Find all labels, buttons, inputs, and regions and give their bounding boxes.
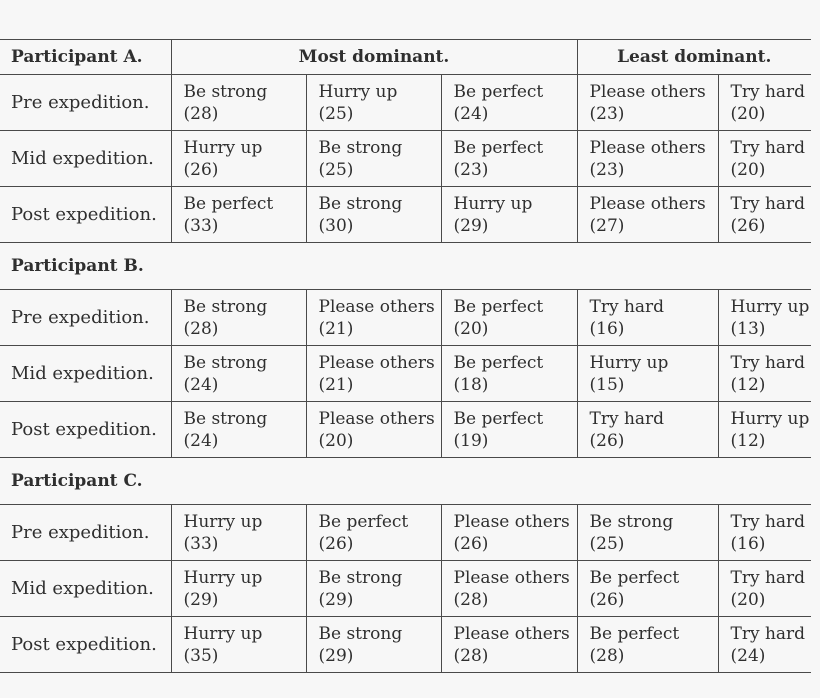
driver-trait: Hurry up [318, 81, 398, 102]
driver-score: (33) [183, 533, 219, 554]
driver-cell [718, 75, 811, 131]
driver-trait: Try hard [730, 137, 806, 158]
driver-cell [441, 346, 577, 402]
driver-trait: Be perfect [318, 511, 409, 532]
table-row [0, 561, 811, 617]
driver-trait: Try hard [589, 296, 665, 317]
driver-cell [171, 75, 306, 131]
driver-trait: Be strong [318, 567, 403, 588]
driver-score: (28) [183, 103, 219, 124]
driver-score: (16) [730, 533, 766, 554]
driver-score: (20) [730, 589, 766, 610]
driver-score: (20) [730, 159, 766, 180]
expedition-phase-label: Post expedition. [0, 187, 171, 243]
driver-trait: Please others [318, 352, 435, 373]
driver-score: (25) [318, 159, 354, 180]
participant-heading-row [0, 458, 811, 505]
expedition-phase-label: Mid expedition. [0, 346, 171, 402]
driver-trait: Try hard [730, 193, 806, 214]
driver-trait: Be perfect [453, 137, 544, 158]
driver-cell [718, 290, 811, 346]
expedition-phase-label: Post expedition. [0, 617, 171, 673]
driver-trait: Hurry up [589, 352, 669, 373]
driver-score: (24) [730, 645, 766, 666]
driver-cell [441, 131, 577, 187]
driver-trait: Be perfect [453, 81, 544, 102]
driver-score: (25) [589, 533, 625, 554]
driver-score: (28) [453, 645, 489, 666]
driver-score: (13) [730, 318, 766, 339]
driver-score: (23) [453, 159, 489, 180]
driver-score: (20) [318, 430, 354, 451]
driver-score: (26) [183, 159, 219, 180]
driver-ranking-table [0, 39, 811, 673]
driver-cell [306, 402, 441, 458]
driver-cell [171, 187, 306, 243]
table-row [0, 402, 811, 458]
driver-score: (24) [453, 103, 489, 124]
driver-cell [577, 346, 718, 402]
driver-score: (12) [730, 430, 766, 451]
driver-cell [171, 561, 306, 617]
expedition-phase-label: Mid expedition. [0, 561, 171, 617]
driver-trait: Try hard [730, 81, 806, 102]
driver-score: (18) [453, 374, 489, 395]
driver-cell [306, 346, 441, 402]
driver-cell [441, 617, 577, 673]
most-dominant-header: Most dominant. [171, 40, 577, 75]
driver-trait: Be strong [318, 137, 403, 158]
participant-heading-row [0, 243, 811, 290]
driver-score: (30) [318, 215, 354, 236]
driver-score: (29) [318, 589, 354, 610]
driver-score: (26) [589, 589, 625, 610]
table-row [0, 290, 811, 346]
driver-cell [577, 505, 718, 561]
driver-cell [577, 561, 718, 617]
driver-trait: Hurry up [183, 511, 263, 532]
driver-score: (26) [318, 533, 354, 554]
driver-cell [577, 290, 718, 346]
driver-score: (29) [453, 215, 489, 236]
driver-cell [718, 187, 811, 243]
driver-cell [577, 187, 718, 243]
driver-cell [718, 131, 811, 187]
driver-cell [441, 75, 577, 131]
driver-score: (21) [318, 318, 354, 339]
driver-score: (27) [589, 215, 625, 236]
driver-cell [306, 131, 441, 187]
driver-cell [171, 290, 306, 346]
driver-trait: Be strong [318, 623, 403, 644]
driver-trait: Try hard [730, 352, 806, 373]
expedition-phase-label: Pre expedition. [0, 75, 171, 131]
driver-trait: Hurry up [730, 408, 810, 429]
driver-cell [718, 505, 811, 561]
driver-score: (23) [589, 103, 625, 124]
table-row [0, 131, 811, 187]
driver-score: (28) [183, 318, 219, 339]
driver-trait: Hurry up [183, 137, 263, 158]
driver-score: (28) [453, 589, 489, 610]
driver-trait: Please others [453, 623, 570, 644]
driver-trait: Please others [453, 511, 570, 532]
driver-trait: Please others [589, 81, 706, 102]
driver-score: (21) [318, 374, 354, 395]
driver-cell [718, 561, 811, 617]
driver-cell [171, 346, 306, 402]
driver-cell [441, 187, 577, 243]
driver-score: (19) [453, 430, 489, 451]
driver-cell [718, 617, 811, 673]
driver-trait: Be strong [183, 296, 268, 317]
driver-trait: Be perfect [453, 352, 544, 373]
driver-trait: Be perfect [589, 567, 680, 588]
participant-name: Participant B. [11, 256, 144, 276]
driver-cell [306, 75, 441, 131]
least-dominant-header: Least dominant. [577, 40, 811, 75]
driver-score: (26) [453, 533, 489, 554]
driver-score: (33) [183, 215, 219, 236]
driver-score: (24) [183, 430, 219, 451]
expedition-phase-label: Post expedition. [0, 402, 171, 458]
table-row [0, 505, 811, 561]
table-row [0, 75, 811, 131]
driver-score: (26) [589, 430, 625, 451]
driver-trait: Be perfect [453, 408, 544, 429]
driver-trait: Be strong [183, 81, 268, 102]
driver-trait: Please others [589, 137, 706, 158]
table-row [0, 346, 811, 402]
driver-trait: Hurry up [183, 567, 263, 588]
driver-score: (12) [730, 374, 766, 395]
participant-a-header: Participant A. [0, 40, 171, 75]
driver-cell [577, 75, 718, 131]
driver-cell [171, 505, 306, 561]
table-row [0, 187, 811, 243]
driver-cell [306, 505, 441, 561]
driver-trait: Be strong [589, 511, 674, 532]
driver-cell [718, 402, 811, 458]
driver-cell [171, 617, 306, 673]
driver-cell [306, 290, 441, 346]
driver-score: (29) [318, 645, 354, 666]
driver-score: (26) [730, 215, 766, 236]
driver-trait: Hurry up [730, 296, 810, 317]
driver-trait: Please others [318, 296, 435, 317]
driver-cell [577, 402, 718, 458]
table-body [0, 40, 811, 673]
driver-cell [306, 617, 441, 673]
driver-score: (25) [318, 103, 354, 124]
driver-cell [171, 131, 306, 187]
driver-trait: Please others [589, 193, 706, 214]
expedition-phase-label: Pre expedition. [0, 505, 171, 561]
driver-cell [441, 402, 577, 458]
driver-cell [306, 187, 441, 243]
driver-cell [577, 131, 718, 187]
expedition-phase-label: Mid expedition. [0, 131, 171, 187]
driver-cell [171, 402, 306, 458]
driver-score: (20) [730, 103, 766, 124]
participant-name: Participant C. [11, 471, 143, 491]
driver-score: (16) [589, 318, 625, 339]
driver-score: (23) [589, 159, 625, 180]
driver-cell [577, 617, 718, 673]
driver-cell [441, 561, 577, 617]
driver-cell [441, 505, 577, 561]
expedition-phase-label: Pre expedition. [0, 290, 171, 346]
driver-cell [306, 561, 441, 617]
table-header-row [0, 40, 811, 75]
driver-trait: Be perfect [589, 623, 680, 644]
driver-trait: Try hard [589, 408, 665, 429]
driver-score: (35) [183, 645, 219, 666]
driver-trait: Hurry up [453, 193, 533, 214]
driver-trait: Be perfect [453, 296, 544, 317]
driver-trait: Please others [318, 408, 435, 429]
driver-trait: Be strong [183, 408, 268, 429]
driver-trait: Please others [453, 567, 570, 588]
driver-trait: Try hard [730, 567, 806, 588]
driver-trait: Be perfect [183, 193, 274, 214]
driver-score: (15) [589, 374, 625, 395]
table-row [0, 617, 811, 673]
driver-trait: Be strong [318, 193, 403, 214]
driver-score: (24) [183, 374, 219, 395]
driver-trait: Be strong [183, 352, 268, 373]
driver-score: (29) [183, 589, 219, 610]
driver-score: (28) [589, 645, 625, 666]
driver-trait: Try hard [730, 623, 806, 644]
driver-trait: Try hard [730, 511, 806, 532]
driver-score: (20) [453, 318, 489, 339]
driver-trait: Hurry up [183, 623, 263, 644]
driver-cell [441, 290, 577, 346]
driver-cell [718, 346, 811, 402]
